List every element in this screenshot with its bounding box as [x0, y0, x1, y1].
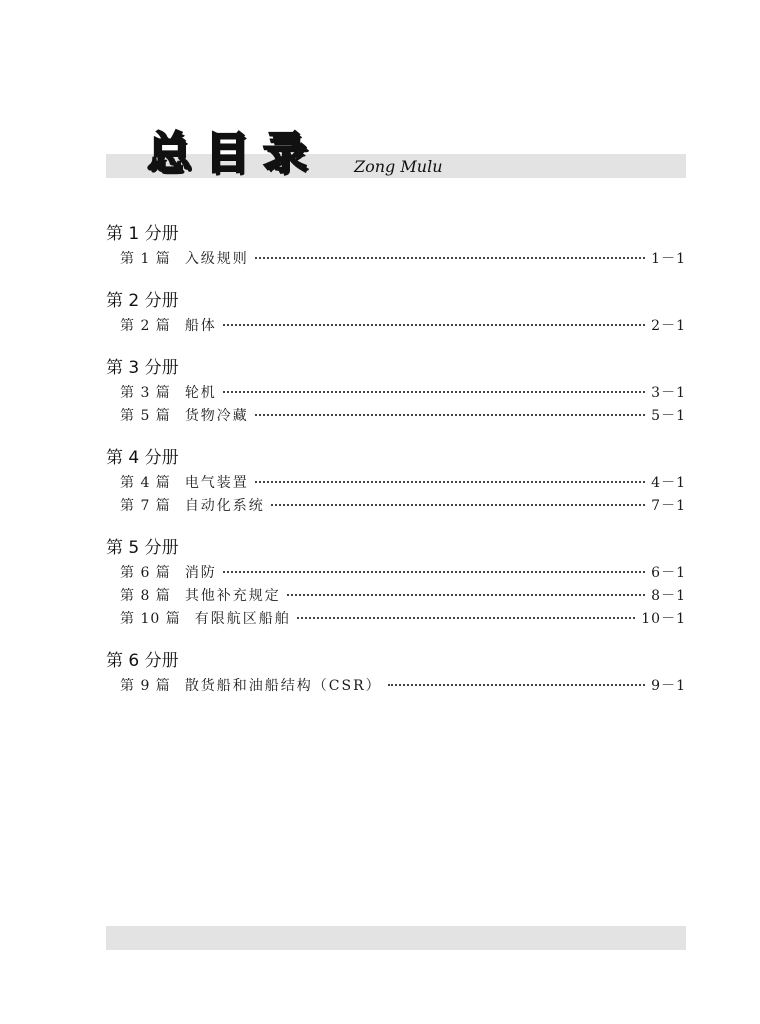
toc-entry-part: 第 4 篇: [120, 475, 171, 491]
toc-entry[interactable]: [106, 472, 686, 495]
toc-entry[interactable]: [106, 608, 686, 631]
toc-entry[interactable]: [106, 675, 686, 698]
toc-entry-part: 第 6 篇: [120, 565, 171, 581]
volume-section: [106, 288, 686, 338]
table-of-contents: [106, 221, 686, 715]
toc-entry-page: 8－1: [651, 588, 686, 604]
toc-entry-title: 消防: [184, 565, 217, 581]
toc-entry-title: 其他补充规定: [184, 588, 281, 604]
volume-section: [106, 221, 686, 271]
dot-leader: [223, 391, 645, 393]
toc-entry-page: 7－1: [651, 498, 686, 514]
dot-leader: [223, 324, 645, 326]
toc-entry-page: 10－1: [641, 611, 686, 627]
toc-entry-title: 入级规则: [184, 251, 249, 267]
dot-leader: [255, 414, 645, 416]
volume-section: [106, 355, 686, 428]
toc-entry-title: 电气装置: [184, 475, 249, 491]
toc-entry-part: 第 3 篇: [120, 385, 171, 401]
toc-entry-part: 第 1 篇: [120, 251, 171, 267]
volume-section: [106, 535, 686, 631]
toc-entry-page: 1－1: [651, 251, 686, 267]
toc-entry-title: 散货船和油船结构（CSR）: [184, 678, 382, 694]
dot-leader: [388, 684, 646, 686]
dot-leader: [297, 617, 636, 619]
toc-entry[interactable]: [106, 405, 686, 428]
volume-title: 第 4 分册: [106, 448, 179, 468]
toc-entry-part: 第 10 篇: [120, 611, 181, 627]
dot-leader: [287, 594, 645, 596]
toc-entry-page: 9－1: [651, 678, 686, 694]
volume-section: [106, 445, 686, 518]
toc-entry-part: 第 2 篇: [120, 318, 171, 334]
toc-entry-page: 3－1: [651, 385, 686, 401]
toc-entry-title: 船体: [184, 318, 217, 334]
toc-entry-part: 第 8 篇: [120, 588, 171, 604]
toc-entry[interactable]: [106, 495, 686, 518]
footer-band: [106, 926, 686, 950]
dot-leader: [223, 571, 645, 573]
toc-entry-page: 4－1: [651, 475, 686, 491]
toc-entry-title: 货物冷藏: [184, 408, 249, 424]
toc-entry-part: 第 5 篇: [120, 408, 171, 424]
dot-leader: [271, 504, 645, 506]
page-title-pinyin: Zong Mulu: [354, 157, 443, 176]
volume-title: 第 2 分册: [106, 291, 179, 311]
volume-title: 第 5 分册: [106, 538, 179, 558]
toc-entry[interactable]: [106, 585, 686, 608]
toc-entry-title: 自动化系统: [184, 498, 265, 514]
toc-entry-page: 2－1: [651, 318, 686, 334]
toc-entry-page: 6－1: [651, 565, 686, 581]
toc-entry-page: 5－1: [651, 408, 686, 424]
toc-entry-title: 有限航区船舶: [194, 611, 291, 627]
volume-section: [106, 648, 686, 698]
dot-leader: [255, 481, 645, 483]
volume-title: 第 6 分册: [106, 651, 179, 671]
toc-entry-part: 第 7 篇: [120, 498, 171, 514]
volume-title: 第 1 分册: [106, 224, 179, 244]
page-title: 总目录: [147, 128, 321, 179]
dot-leader: [255, 257, 645, 259]
toc-entry-title: 轮机: [184, 385, 217, 401]
toc-entry[interactable]: [106, 562, 686, 585]
toc-entry[interactable]: [106, 315, 686, 338]
toc-entry-part: 第 9 篇: [120, 678, 171, 694]
toc-entry[interactable]: [106, 248, 686, 271]
volume-title: 第 3 分册: [106, 358, 179, 378]
toc-entry[interactable]: [106, 382, 686, 405]
